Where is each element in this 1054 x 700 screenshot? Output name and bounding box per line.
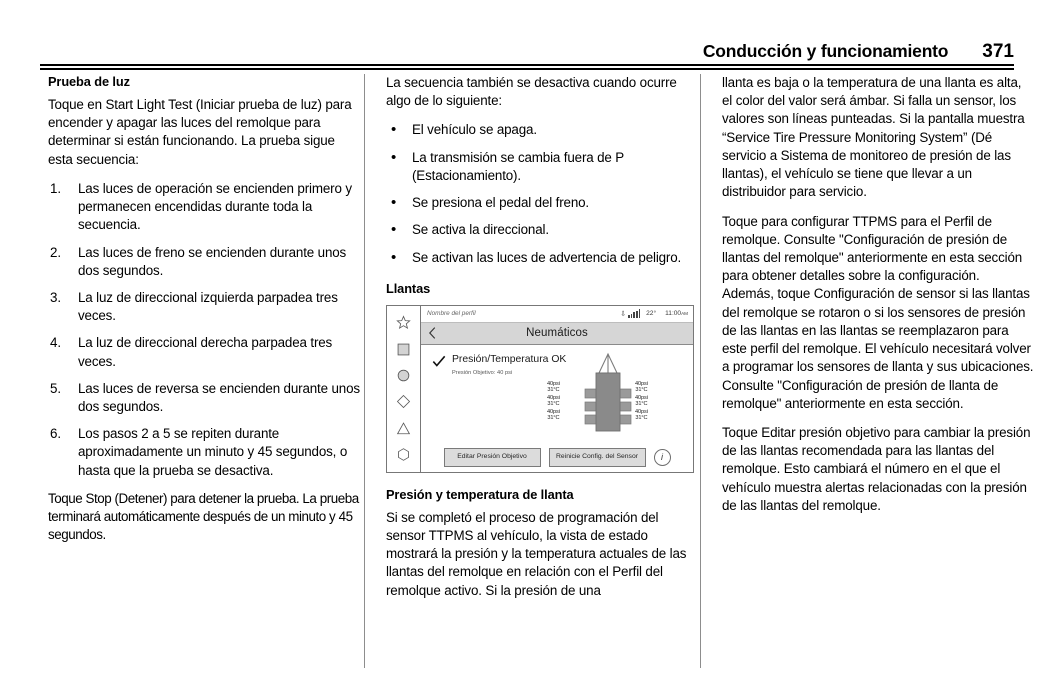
pressure-status-text: Presión/Temperatura OK (452, 353, 567, 365)
paragraph-intro: Toque en Start Light Test (Iniciar prueba de luz) para encender y apagar las luces del remolque para determinar si están funcionando. La prueba sigue esta secuencia: (48, 96, 352, 167)
info-icon[interactable]: i (654, 449, 671, 466)
column-one (48, 74, 360, 556)
axle-reading-left-3 (547, 409, 560, 422)
page-title: Conducción y funcionamiento (702, 40, 949, 61)
list-item: Las luces de operación se encienden primero y permanecen encendidas durante toda la secuencia. (78, 180, 352, 233)
infotainment-screen (386, 305, 694, 473)
circle-icon[interactable] (396, 368, 411, 383)
pressure-status-row (432, 354, 566, 369)
clock-time: 11:00 (665, 310, 682, 318)
deactivation-bullet-list (386, 121, 698, 266)
column-two (386, 74, 698, 611)
axle-reading-right-3 (635, 409, 648, 422)
axle-reading-left-1 (547, 381, 560, 394)
axle-temperature: 31°C (635, 401, 648, 408)
list-item: Las luces de reversa se encienden durante unos dos segundos. (78, 380, 360, 415)
header-rule (40, 64, 1014, 67)
axle-pressure: 40psi (635, 408, 648, 415)
column-divider-2 (700, 74, 701, 668)
page-header (40, 26, 1014, 62)
axle-temperature: 31°C (547, 387, 560, 394)
list-item: • La transmisión se cambia fuera de P (Estacionamiento). (386, 149, 698, 185)
paragraph-continued: llanta es baja o la temperatura de una llanta es alta, el color del valor será ámbar. Si falla un sensor, los valores son líneas punteadas. Si la pantalla muestra “Service Tire Pressure Monitoring System” (Dé servicio a Sistema de monitoreo de presión de las llantas), el vehículo se tiene que llevar a un distribuidor para servicio. (722, 75, 1025, 200)
chevron-left-icon[interactable] (428, 327, 437, 340)
page-number: 371 (982, 41, 1014, 62)
clock-ampm: AM (681, 311, 688, 317)
light-test-step-list (48, 180, 360, 480)
star-icon[interactable] (396, 315, 411, 330)
infotainment-button-row (421, 448, 693, 467)
axle-pressure: 40psi (547, 380, 560, 387)
triangle-icon[interactable] (396, 421, 411, 436)
axle-reading-right-2 (635, 395, 648, 408)
clock (665, 310, 688, 317)
list-item: Los pasos 2 a 5 se repiten durante aproximadamente un minuto y 45 segundos, o hasta que la prueba se desactiva. (78, 426, 348, 478)
edit-target-pressure-button[interactable]: Editar Presión Objetivo (444, 448, 541, 467)
signal-bars-icon (639, 309, 641, 318)
axle-pressure: 40psi (635, 394, 648, 401)
paragraph-sequence-intro: La secuencia también se desactiva cuando ocurre algo de lo siguiente: (386, 75, 677, 109)
column-divider-1 (364, 74, 365, 668)
reset-sensor-config-button[interactable]: Reinicie Config. del Sensor (549, 448, 646, 467)
signal-bars-icon (633, 312, 635, 318)
paragraph-edit-target-pressure: Toque Editar presión objetivo para cambiar la presión de las llantas recomendada para las llantas del remolque. Esto cambiará el número en el que el vehículo muestra alertas relacionadas con la presión de las llantas del remolque. (722, 424, 1031, 513)
signal-bars-icon (636, 311, 638, 318)
paragraph-presion-temperatura: Si se completó el proceso de programación del sensor TTPMS al vehículo, la vista de estado mostrará la presión y la temperatura actuales de las llantas del remolque en relación con el Perfil del remolque activo. Si la presión de una (386, 509, 687, 598)
header-rule-thin (40, 68, 1014, 70)
axle-temperature: 31°C (547, 401, 560, 408)
axle-pressure: 40psi (547, 408, 560, 415)
paragraph-ttpms-config: Toque para configurar TTPMS para el Perfil de remolque. Consulte "Configuración de presión de llantas del remolque" anteriormente en esta sección para obtener detalles sobre la configuración. Además, toque Configuración de sensor si las llantas del remolque se rotaron o si los sensores de presión de las llantas en las llantas se reemplazaron para este perfil del remolque. El vehículo necesitará volver a programar los sensores de llanta y sus ubicaciones. Consulte "Configuración de presión de llanta de remolque" anteriormente en esta sección. (722, 213, 1034, 411)
section-heading-presion-temperatura: Presión y temperatura de llanta (386, 486, 574, 502)
hexagon-icon[interactable] (396, 447, 411, 462)
diamond-icon[interactable] (396, 394, 411, 409)
axle-temperature: 31°C (635, 415, 648, 422)
section-heading-prueba-de-luz: Prueba de luz (48, 74, 130, 89)
screen-title: Neumáticos (526, 327, 588, 340)
infotainment-body (421, 345, 693, 472)
axle-pressure: 40psi (547, 394, 560, 401)
target-pressure-label: Presión Objetivo: 40 psi (452, 369, 513, 376)
infotainment-title-bar (421, 323, 693, 345)
paragraph-closing: Toque Stop (Detener) para detener la prueba. La prueba terminará automáticamente después de un minuto y 45 segundos. (48, 490, 359, 543)
column-three (722, 74, 1034, 526)
signal-bars-icon (628, 315, 630, 318)
bluetooth-icon: ⇩ (620, 310, 627, 318)
checkmark-icon (432, 355, 446, 369)
square-icon[interactable] (396, 342, 411, 357)
infotainment-figure (386, 305, 694, 473)
list-item: Las luces de freno se encienden durante unos dos segundos. (78, 244, 347, 278)
trailer-diagram (549, 349, 687, 444)
infotainment-main (421, 306, 693, 472)
signal-bars-icon (631, 314, 633, 318)
section-heading-llantas: Llantas (386, 280, 431, 296)
axle-pressure: 40psi (635, 380, 648, 387)
axle-temperature: 31°C (635, 387, 648, 394)
list-item: • Se activan las luces de advertencia de peligro. (386, 249, 698, 267)
axle-temperature: 31°C (547, 415, 560, 422)
list-item: • Se presiona el pedal del freno. (386, 194, 698, 212)
axle-reading-right-1 (635, 381, 648, 394)
list-item: La luz de direccional izquierda parpadea tres veces. (78, 289, 338, 324)
status-icons (620, 309, 640, 318)
list-item: La luz de direccional derecha parpadea tres veces. (78, 335, 333, 369)
outside-temperature: 22° (646, 310, 657, 318)
axle-reading-left-2 (547, 395, 560, 408)
infotainment-status-bar (421, 306, 693, 323)
profile-name-label: Nombre del perfil (427, 310, 476, 318)
list-item: • Se activa la direccional. (386, 221, 698, 239)
list-item: • El vehículo se apaga. (386, 121, 698, 139)
infotainment-sidebar (387, 306, 421, 472)
